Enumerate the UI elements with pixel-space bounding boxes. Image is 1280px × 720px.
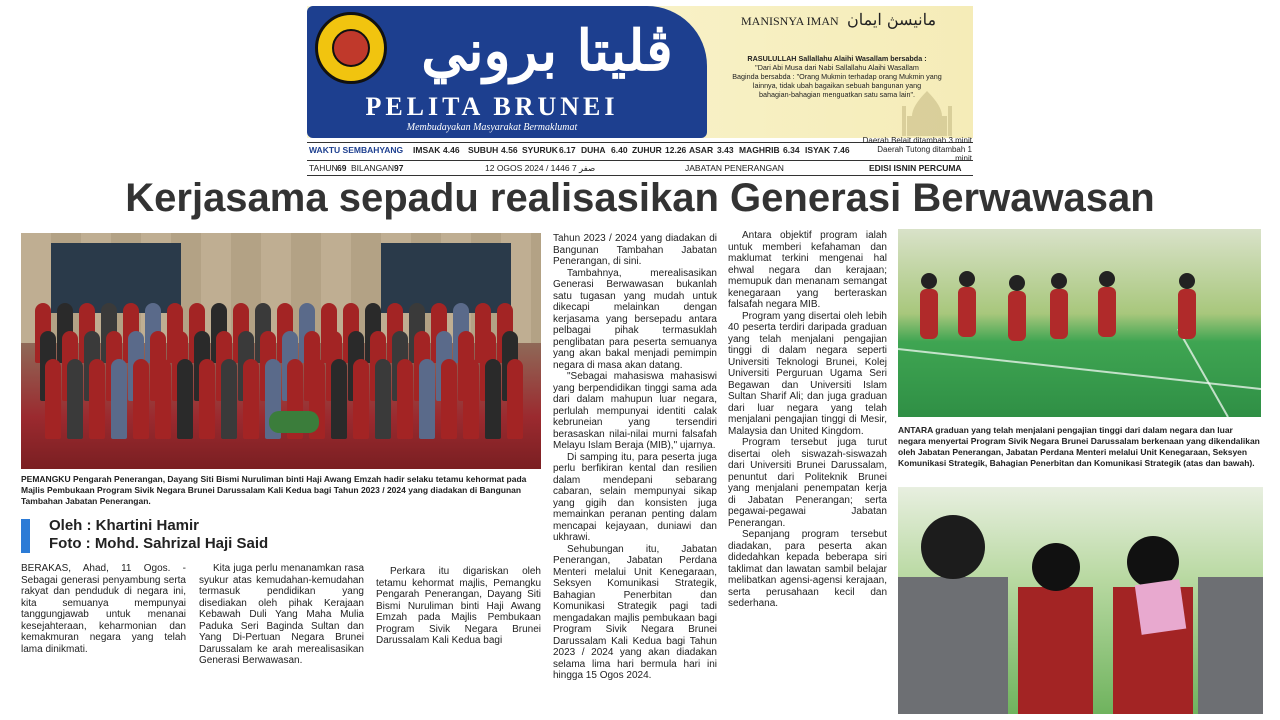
person-figure: [375, 359, 391, 439]
prayer-time: 12.26: [665, 145, 687, 155]
prayer-time: 3.43: [717, 145, 734, 155]
prayer-name: SUBUH: [468, 145, 499, 155]
prayer-name: SYURUK: [522, 145, 558, 155]
byline-photographer: Foto : Mohd. Sahrizal Haji Said: [49, 535, 269, 552]
person-figure: [111, 359, 127, 439]
article-paragraph: Di samping itu, para peserta juga perlu berfikiran kental dan resilien dalam mendepani sebarang cabaran, selain mempunyai sikap yang gigih dan konsisten juga memainkan peranan penting dalam mencapai kejayaan, duniawi dan ukhrawi.: [553, 451, 717, 543]
prayer-time: 6.40: [611, 145, 628, 155]
prayer-name: ZUHUR: [632, 145, 662, 155]
activity-photo-bottom: [898, 487, 1263, 714]
prayer-time: 6.34: [783, 145, 800, 155]
prayer-name: MAGHRIB: [739, 145, 780, 155]
mosque-icon: [892, 86, 962, 136]
flower-arrangement: [269, 411, 319, 433]
person-figure: [463, 359, 479, 439]
prayer-time: 4.46: [443, 145, 460, 155]
issue-info-bar: [307, 160, 973, 176]
bilangan-label: BILANGAN: [351, 163, 394, 173]
person-figure: [177, 359, 193, 439]
article-paragraph: Antara objektif program ialah untuk memberi kefahaman dan maklumat terkini mengenai hal ehwal negara dan kerajaan; memupuk dan menanam semangat kenegaraan yang berteraskan falsafah negara MIB.: [728, 230, 887, 310]
newspaper-logo: [307, 6, 707, 138]
person-figure: [507, 359, 523, 439]
hadith-text: RASULULLAH Sallallahu Alaihi Wasallam bersabda : "Dari Abi Musa dari Nabi Sallallahu Alaihi Wasallam Baginda bersabda : "Orang Mukmin terhadap orang Mukmin yang lainnya, tidak ubah bagaikan sebuah bangunan yang bahagian-bahagian menguatkan satu sama lain".: [732, 54, 942, 99]
section-title-jawi: مانيسڽ ايمان: [847, 10, 937, 29]
activity-photo-top: [898, 229, 1261, 417]
person-figure: [89, 359, 105, 439]
photo-caption: PEMANGKU Pengarah Penerangan, Dayang Siti Bismi Nuruliman binti Haji Awang Emzah hadir selaku tetamu kehormat pada Majlis Pembukaan Program Sivik Negara Brunei Darussalam Kali Kedua bagi Tahun 2023 / 2024 yang diadakan di Bangunan Tambahan Jabatan Penerangan.: [21, 474, 527, 506]
article-column-1: [21, 563, 186, 655]
prayer-name: ISYAK: [805, 145, 831, 155]
newspaper-title: PELITA BRUNEI: [365, 92, 619, 121]
person-figure: [243, 359, 259, 439]
right-photo-caption: ANTARA graduan yang telah menjalani pengajian tinggi dari dalam negara dan luar negara menyertai Program Sivik Negara Brunei Darussalam berkenaan yang dikendalikan oleh Jabatan Penerangan, Jabatan Perdana Menteri melalui Unit Kenegaraan, Seksyen Komunikasi Strategik, Bahagian Penerbitan dan Komunikasi Strategik (atas dan bawah).: [898, 425, 1260, 468]
issue-date: 12 OGOS 2024 / 1446 صفر 7: [485, 163, 596, 173]
edition: EDISI ISNIN PERCUMA: [869, 163, 962, 173]
person-figure: [155, 359, 171, 439]
article-paragraph: Sepanjang program tersebut diadakan, para peserta akan didedahkan kepada beberapa siri taklimat dan lawatan sambil belajar melibatkan agensi-agensi kerajaan, serta perusahaan kecil dan sederhana.: [728, 529, 887, 609]
publisher: JABATAN PENERANGAN: [685, 163, 784, 173]
article-paragraph: Program yang disertai oleh lebih 40 peserta terdiri daripada graduan yang telah menjalani pengajian tinggi di dalam negara seperti Universiti Teknologi Brunei, Kolej Universiti Perguruan Ugama Seri Begawan dan Universiti Islam Sultan Sharif Ali; dan juga graduan dari luar negara yang telah menjalani pengajian tinggi di Mesir, Malaysia dan United Kingdom.: [728, 310, 887, 437]
person-figure: [441, 359, 457, 439]
prayer-name: ASAR: [689, 145, 714, 155]
article-paragraph: Program tersebut juga turut disertai oleh siswazah-siswazah dari Universiti Brunei Darussalam, penuntut dari Politeknik Brunei yang menjalani penempatan kerja di Jabatan Penerangan; serta pegawai-pegawai Jabatan Penerangan.: [728, 437, 887, 529]
person-figure: [397, 359, 413, 439]
article-column-4: [553, 233, 717, 682]
newspaper-motto: Membudayakan Masyarakat Bermaklumat: [406, 122, 578, 133]
bilangan-value: 97: [394, 163, 404, 173]
district-notes: Daerah Belait ditambah 3 minit Daerah Tutong ditambah 1 minit: [862, 136, 972, 163]
article-paragraph: "Sebagai mahasiswa mahasiswi yang berpendidikan tinggi sama ada dari dalam mahupun luar negara, perlulah mempunyai identiti calak kebruneian yang tersendiri berasaskan nilai-nilai murni falsafah Melayu Islam Beraja (MIB)," ujarnya.: [553, 371, 717, 451]
article-paragraph: Sehubungan itu, Jabatan Penerangan, Jabatan Perdana Menteri melalui Unit Kenegaraan, Seksyen Komunikasi Strategik, Bahagian Penerbitan dan Komunikasi Strategik pagi tadi mengadakan majlis pembukaan bagi Program Sivik Negara Brunei Darussalam Kali Kedua bagi Tahun 2023 / 2024 yang akan diadakan selama lima hari bermula hari ini hingga 15 Ogos 2024.: [553, 543, 717, 681]
person-figure: [133, 359, 149, 439]
article-paragraph: BERAKAS, Ahad, 11 Ogos. - Sebagai generasi penyambung serta rakyat dan penduduk di negara ini, kita semuanya mempunyai tanggungjawab untuk menanai kesejahteraan, keharmonian dan kemakmuran negara yang telah lama dinikmati.: [21, 563, 186, 655]
person-figure: [199, 359, 215, 439]
group-photo: [21, 233, 541, 469]
article-column-3: [376, 566, 541, 647]
government-emblem-icon: [315, 12, 387, 84]
jawi-title: ڤليتا بروني: [421, 18, 673, 84]
section-title: MANISNYA IMAN: [741, 14, 839, 28]
prayer-time: 6.17: [559, 145, 576, 155]
article-headline: Kerjasama sepadu realisasikan Generasi Berwawasan: [125, 176, 1155, 220]
tahun-value: 69: [337, 163, 347, 173]
byline-accent-bar: [21, 519, 30, 553]
masthead: [307, 6, 973, 138]
byline-author: Oleh : Khartini Hamir: [49, 517, 200, 534]
person-figure: [45, 359, 61, 439]
prayer-time: 4.56: [501, 145, 518, 155]
person-figure: [353, 359, 369, 439]
prayer-time: 7.46: [833, 145, 850, 155]
prayer-name: IMSAK: [413, 145, 441, 155]
person-figure: [485, 359, 501, 439]
article-column-2: [199, 563, 364, 667]
article-paragraph: Perkara itu digariskan oleh tetamu kehormat majlis, Pemangku Pengarah Penerangan, Dayang Siti Bismi Nuruliman binti Haji Awang Emzah pada Majlis Pembukaan Program Sivik Negara Brunei Darussalam Kali Kedua bagi: [376, 566, 541, 646]
article-paragraph: Tahun 2023 / 2024 yang diadakan di Bangunan Tambahan Jabatan Penerangan, di sini.: [553, 233, 717, 267]
person-figure: [331, 359, 347, 439]
prayer-name: DUHA: [581, 145, 606, 155]
tahun-label: TAHUN: [309, 163, 338, 173]
person-figure: [221, 359, 237, 439]
article-column-5: [728, 230, 887, 610]
person-figure: [419, 359, 435, 439]
article-paragraph: Tambahnya, merealisasikan Generasi Berwawasan bukanlah satu tugasan yang mudah untuk dikecapi melainkan dengan kerjasama yang bersepadu antara pelbagai pihak termasuklah penglibatan para peserta semuanya yang akan bakal menjadi pemimpin negara di masa akan datang.: [553, 267, 717, 371]
person-figure: [67, 359, 83, 439]
prayer-label: WAKTU SEMBAHYANG: [309, 145, 404, 155]
article-paragraph: Kita juga perlu menanamkan rasa syukur atas kemudahan-kemudahan termasuk pendidikan yang disediakan oleh pihak Kerajaan Kebawah Duli Yang Maha Mulia Paduka Seri Baginda Sultan dan Yang Di-Pertuan Negara Brunei Darussalam ke arah merealisasikan Generasi Berwawasan.: [199, 563, 364, 666]
